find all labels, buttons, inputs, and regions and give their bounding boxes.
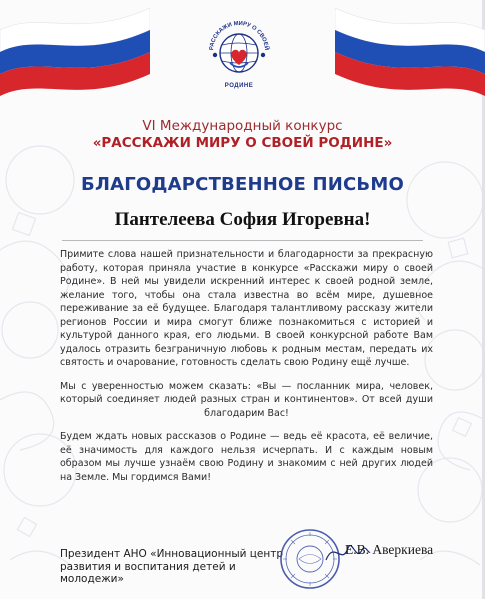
paragraph: Примите слова нашей признательности и благодарности за прекрасную работу, которая приняла участие в конкурсе «Расскажи миру о своей Родине». В ней мы увидели искренний интерес к своей родной земле, желание того, чтобы она стала известна во всём мире, душевное переживание за её будущее. Благодаря талантливому рассказу жители регионов России и мира смогут ближе познакомиться с историей и культурой данного края, его людьми. В своей конкурсной работе Вам удалось отразить безграничную любовь к родным местам, передать их святость и очарование, готовность сделать свою Родину ещё лучше. — [60, 249, 433, 368]
contest-subtitle: VI Международный конкурс — [142, 118, 343, 134]
paragraph: Будем ждать новых рассказов о Родине — ведь её красота, её величие, её значимость для каждого нельзя исчерпать. И с каждым новым образом мы лучше узнаём свою Родину и знакомим с ней других людей на Земле. Мы гордимся Вами! — [60, 431, 433, 483]
globe-heart-icon — [203, 13, 275, 85]
signer-position: Президент АНО «Инновационный центр развития и воспитания детей и молодежи» — [60, 548, 284, 585]
paragraph: Мы с уверенностью можем сказать: «Вы — посланник мира, человек, который соединяет людей разных стран и континентов». От всей души благодарим Вас! — [60, 380, 433, 419]
logo-caption: РОДИНЕ — [224, 83, 254, 89]
letter-body — [60, 248, 433, 494]
divider-line — [62, 240, 423, 241]
contest-logo — [203, 13, 275, 95]
signer-name: Е.В. Аверкиева — [345, 542, 434, 557]
document-title: БЛАГОДАРСТВЕННОЕ ПИСЬМО — [81, 174, 404, 195]
contest-name: «РАССКАЖИ МИРУ О СВОЕЙ РОДИНЕ» — [92, 135, 393, 151]
recipient-name: Пантелеева София Игоревна! — [114, 209, 371, 230]
russian-flag-ribbon-left — [0, 0, 150, 110]
russian-flag-ribbon-right — [335, 0, 485, 110]
svg-text:РАССКАЖИ МИРУ О СВОЕЙ: РАССКАЖИ МИРУ О СВОЕЙ — [208, 20, 270, 51]
